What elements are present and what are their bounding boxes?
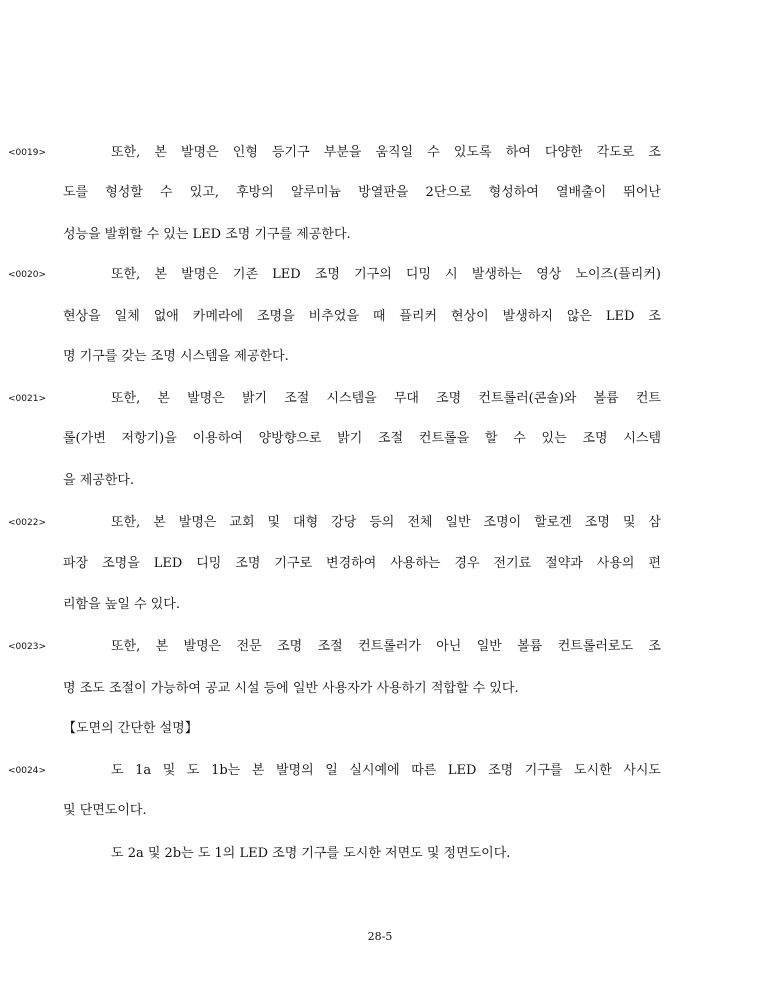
paragraph-line: 성능을 발휘할 수 있는 LED 조명 기구를 제공한다. bbox=[63, 227, 351, 242]
paragraph-line: 도 2a 및 2b는 도 1의 LED 조명 기구를 도시한 저면도 및 정면도이다. bbox=[111, 846, 511, 861]
paragraph-line: 또한, 본 발명은 인형 등기구 부분을 움직일 수 있도록 하여 다양한 각도로 조 bbox=[111, 145, 661, 160]
paragraph-line: 또한, 본 발명은 전문 조명 조절 컨트롤러가 아닌 일반 볼륨 컨트롤러로도 조 bbox=[111, 639, 661, 654]
paragraph-line: 또한, 본 발명은 밝기 조절 시스템을 무대 조명 컨트롤러(콘솔)와 볼륨 컨트 bbox=[111, 391, 661, 406]
paragraph-line: 현상을 일체 없애 카메라에 조명을 비추었을 때 플리커 현상이 발생하지 않은 LED 조 bbox=[63, 309, 661, 324]
paragraph-line: 명 기구를 갖는 조명 시스템을 제공한다. bbox=[63, 349, 289, 364]
paragraph-line: 도 1a 및 도 1b는 본 발명의 일 실시예에 따른 LED 조명 기구를 도시한 사시도 bbox=[111, 763, 661, 778]
paragraph-number: <0020> bbox=[8, 270, 46, 280]
paragraph-line: 및 단면도이다. bbox=[63, 803, 147, 818]
section-heading: 【도면의 간단한 설명】 bbox=[63, 721, 198, 736]
paragraph-number: <0021> bbox=[8, 394, 46, 404]
paragraph-number: <0019> bbox=[8, 148, 46, 158]
page-number: 28-5 bbox=[367, 930, 393, 943]
paragraph-line: 또한, 본 발명은 교회 및 대형 강당 등의 전체 일반 조명이 할로겐 조명 및 삼 bbox=[111, 515, 661, 530]
paragraph-line: 또한, 본 발명은 기존 LED 조명 기구의 디밍 시 발생하는 영상 노이즈(플리커) bbox=[111, 267, 661, 282]
paragraph-number: <0022> bbox=[8, 518, 46, 528]
paragraph-number: <0024> bbox=[8, 766, 46, 776]
paragraph-line: 명 조도 조절이 가능하여 공교 시설 등에 일반 사용자가 사용하기 적합할 수 있다. bbox=[63, 681, 519, 696]
paragraph-line: 도를 형성할 수 있고, 후방의 알루미늄 방열판을 2단으로 형성하여 열배출이 뛰어난 bbox=[63, 185, 661, 200]
paragraph-line: 을 제공한다. bbox=[63, 473, 135, 488]
paragraph-line: 파장 조명을 LED 디밍 조명 기구로 변경하여 사용하는 경우 전기료 절약과 사용의 편 bbox=[63, 556, 661, 571]
paragraph-number: <0023> bbox=[8, 642, 46, 652]
paragraph-line: 롤(가변 저항기)을 이용하여 양방향으로 밝기 조절 컨트롤을 할 수 있는 조명 시스템 bbox=[63, 431, 661, 446]
paragraph-line: 리함을 높일 수 있다. bbox=[63, 597, 180, 612]
